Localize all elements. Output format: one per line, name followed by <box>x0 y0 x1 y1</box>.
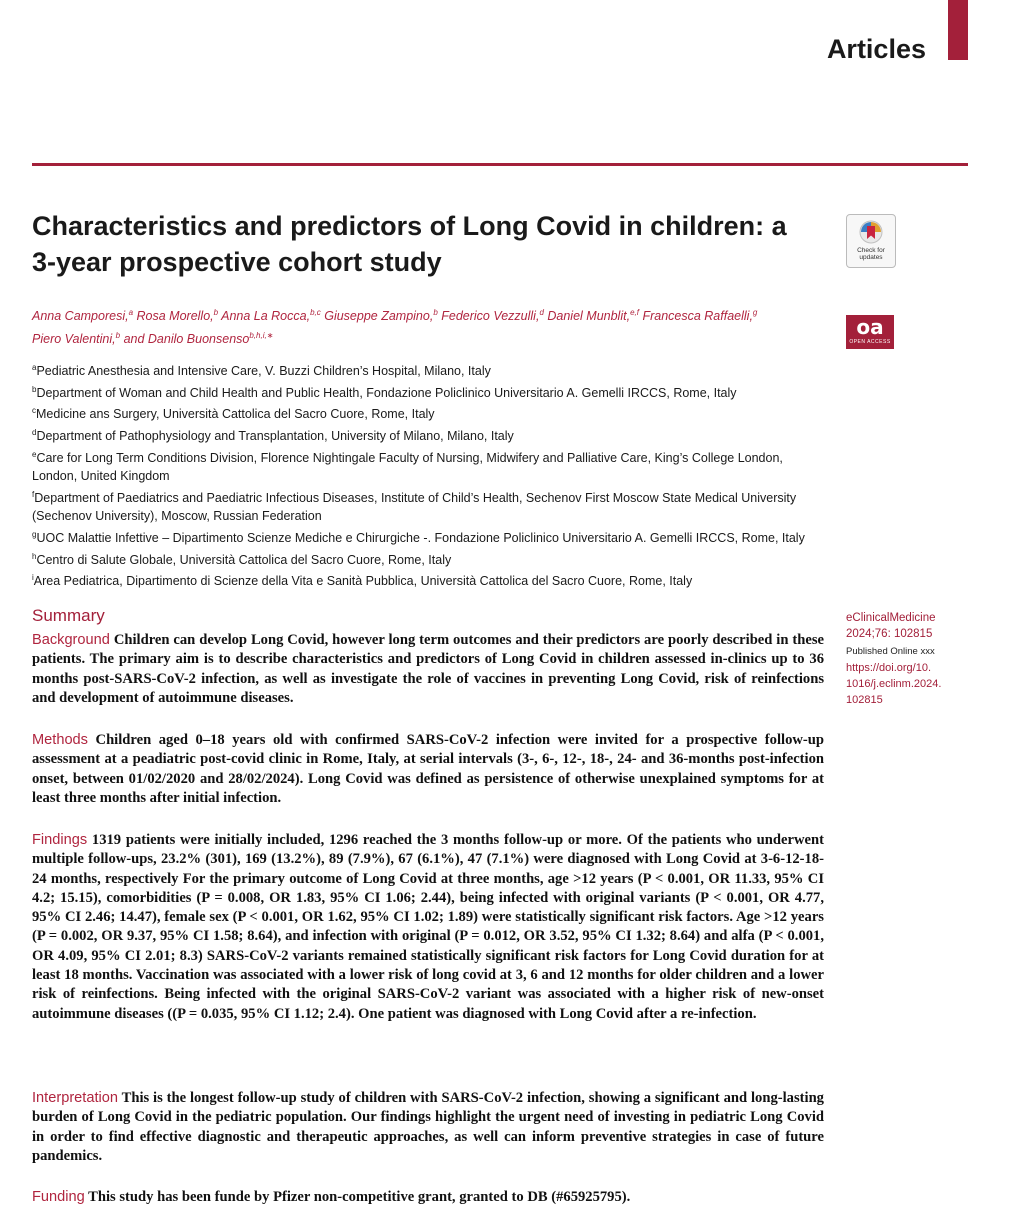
doi-link-line[interactable]: 1016/j.eclinm.2024. <box>846 678 942 690</box>
findings-paragraph: Findings 1319 patients were initially included, 1296 reached the 3 months follow-up or more. Of the patients who underwent multiple follow-ups, 23.2% (301), 169 (13.2%), 89 (7.9%), 67 (6.1%), 47 (7.1%) were diagnosed with Long Covid at 3-6-12-18-24 months, respectively For the primary outcome of Long Covid at three months, age >12 years (P < 0.001, OR 11.33, 95% CI 4.2; 15.15), comorbidities (P = 0.008, OR 1.83, 95% CI 1.06; 2.44), being infected with original variants (P < 0.001, OR 4.77, 95% CI 2.46; 14.47), female sex (P < 0.001, OR 1.62, 95% CI 1.02; 1.89) were statistically significant risk factors. Age >12 years (P = 0.002, OR 9.37, 95% CI 1.58; 8.64), and infection with original (P = 0.012, OR 3.52, 95% CI 1.32; 8.64) and alfa (P < 0.001, OR 4.09, 95% CI 2.01; 8.3) SARS-CoV-2 variants remained statistically significant risk factors for Long Covid duration for at least 18 months. Vaccination was associated with a lower risk of long covid at 3, 6 and 12 months for older children and a lower risk of reinfections. Being infected with the original SARS-CoV-2 variant was associated with a higher risk of new-onset autoimmune diseases ((P = 0.035, 95% CI 1.12; 2.4). One patient was diagnosed with Long Covid after a re-infection. <box>32 832 824 1022</box>
journal-name: eClinicalMedicine <box>846 612 936 624</box>
findings-label: Findings <box>32 832 88 848</box>
affiliation: $^e$Care for Long Term Conditions Division, Florence Nightingale Faculty of Nursing, Midwifery and Palliative Care, King’s College London, London, United Kingdom <box>32 449 783 484</box>
interpretation-label: Interpretation <box>32 1090 118 1106</box>
funding-label: Funding <box>32 1189 85 1205</box>
affiliation: $^d$Department of Pathophysiology and Transplantation, University of Milano, Milano, Italy <box>32 427 514 444</box>
methods-label: Methods <box>32 732 88 748</box>
background-label: Background <box>32 632 110 648</box>
affiliation: $^b$Department of Woman and Child Health and Public Health, Fondazione Policlinico Universitario A. Gemelli IRCCS, Rome, Italy <box>32 384 737 400</box>
author: and Danilo Buonsenso$^{b,h,i,∗}$ <box>123 331 274 347</box>
bookmark-icon <box>858 219 884 245</box>
citation-sidebar <box>846 610 966 708</box>
journal-citation: 2024;76: 102815 <box>846 628 933 640</box>
interpretation-paragraph: Interpretation This is the longest follow-up study of children with SARS-CoV-2 infection, showing a significant and long-lasting burden of Long Covid in the pediatric population. Our findings highlight the urgent need of investing in pediatric Long Covid in order to find effective diagnostic and therapeutic approaches, as well can inform preventive strategies in case of future pandemics. <box>32 1090 824 1164</box>
affiliation: $^i$Area Pediatrica, Dipartimento di Scienze della Vita e Sanità Pubblica, Università Cattolica del Sacro Cuore, Rome, Italy <box>32 573 693 589</box>
affiliation: $^a$Pediatric Anesthesia and Intensive Care, V. Buzzi Children’s Hospital, Milano, Italy <box>32 363 491 379</box>
doi-link-line[interactable]: 102815 <box>846 694 883 706</box>
affiliation: $^c$Medicine ans Surgery, Università Cattolica del Sacro Cuore, Rome, Italy <box>32 406 435 422</box>
author: Anna La Rocca,$^{b,c}$ <box>221 308 321 324</box>
author: Francesca Raffaelli,$^g$ <box>642 308 758 324</box>
published-online: Published Online xxx <box>846 646 935 657</box>
author: Anna Camporesi,$^a$ <box>32 308 134 324</box>
author: Piero Valentini,$^b$ <box>32 331 121 347</box>
affiliation: $^h$Centro di Salute Globale, Università Cattolica del Sacro Cuore, Rome, Italy <box>32 551 452 567</box>
summary-heading: Summary <box>32 606 105 625</box>
article-title: Characteristics and predictors of Long Covid in children: a 3-year prospective cohort study <box>32 211 787 277</box>
methods-paragraph: Methods Children aged 0–18 years old with confirmed SARS-CoV-2 infection were invited for a prospective follow-up assessment at a peadiatric post-covid clinic in Rome, Italy, at serial intervals (3-, 6-, 12-, 18-, 24- and 36-months post-infection onset, between 01/02/2020 and 28/02/2024). Long Covid was defined as persistence of otherwise unexplained symptoms for at least three months after initial infection. <box>32 732 824 806</box>
affiliations <box>32 359 812 591</box>
section-label: Articles <box>826 34 926 64</box>
author: Daniel Munblit,$^{e,f}$ <box>547 308 639 324</box>
oa-letters: oa <box>856 315 884 339</box>
background-paragraph: Background Children can develop Long Covid, however long term outcomes and their predictors are poorly described in these patients. The primary aim is to describe characteristics and predictors of Long Covid in children assessed in-clinics up to 36 months post-SARS-CoV-2 infection, as well as investigate the role of vaccines in preventing Long Covid, risk of reinfections and development of autoimmune diseases. <box>32 632 824 706</box>
author-list <box>32 303 792 349</box>
oa-caption: OPEN ACCESS <box>849 339 891 345</box>
author: Giuseppe Zampino,$^b$ <box>324 308 438 324</box>
doi-link-line[interactable]: https://doi.org/10. <box>846 662 931 674</box>
funding-paragraph: Funding This study has been funde by Pfizer non-competitive grant, granted to DB (#65925795). <box>32 1189 631 1205</box>
affiliation: $^f$Department of Paediatrics and Paediatric Infectious Diseases, Institute of Child’s Health, Sechenov First Moscow State Medical University (Sechenov University), Moscow, Russian Federation <box>32 489 797 524</box>
corner-accent-bar <box>948 0 968 60</box>
check-for-updates-label: Check for updates <box>857 247 885 261</box>
open-access-badge <box>846 315 894 349</box>
author: Rosa Morello,$^b$ <box>136 308 219 324</box>
author: Federico Vezzulli,$^d$ <box>441 308 544 324</box>
check-for-updates-badge[interactable] <box>846 214 896 268</box>
affiliation: $^g$UOC Malattie Infettive – Dipartimento Scienze Mediche e Chirurgiche -. Fondazione Policlinico Universitario A. Gemelli IRCCS, Rome, Italy <box>32 529 805 546</box>
header-rule <box>32 163 968 166</box>
